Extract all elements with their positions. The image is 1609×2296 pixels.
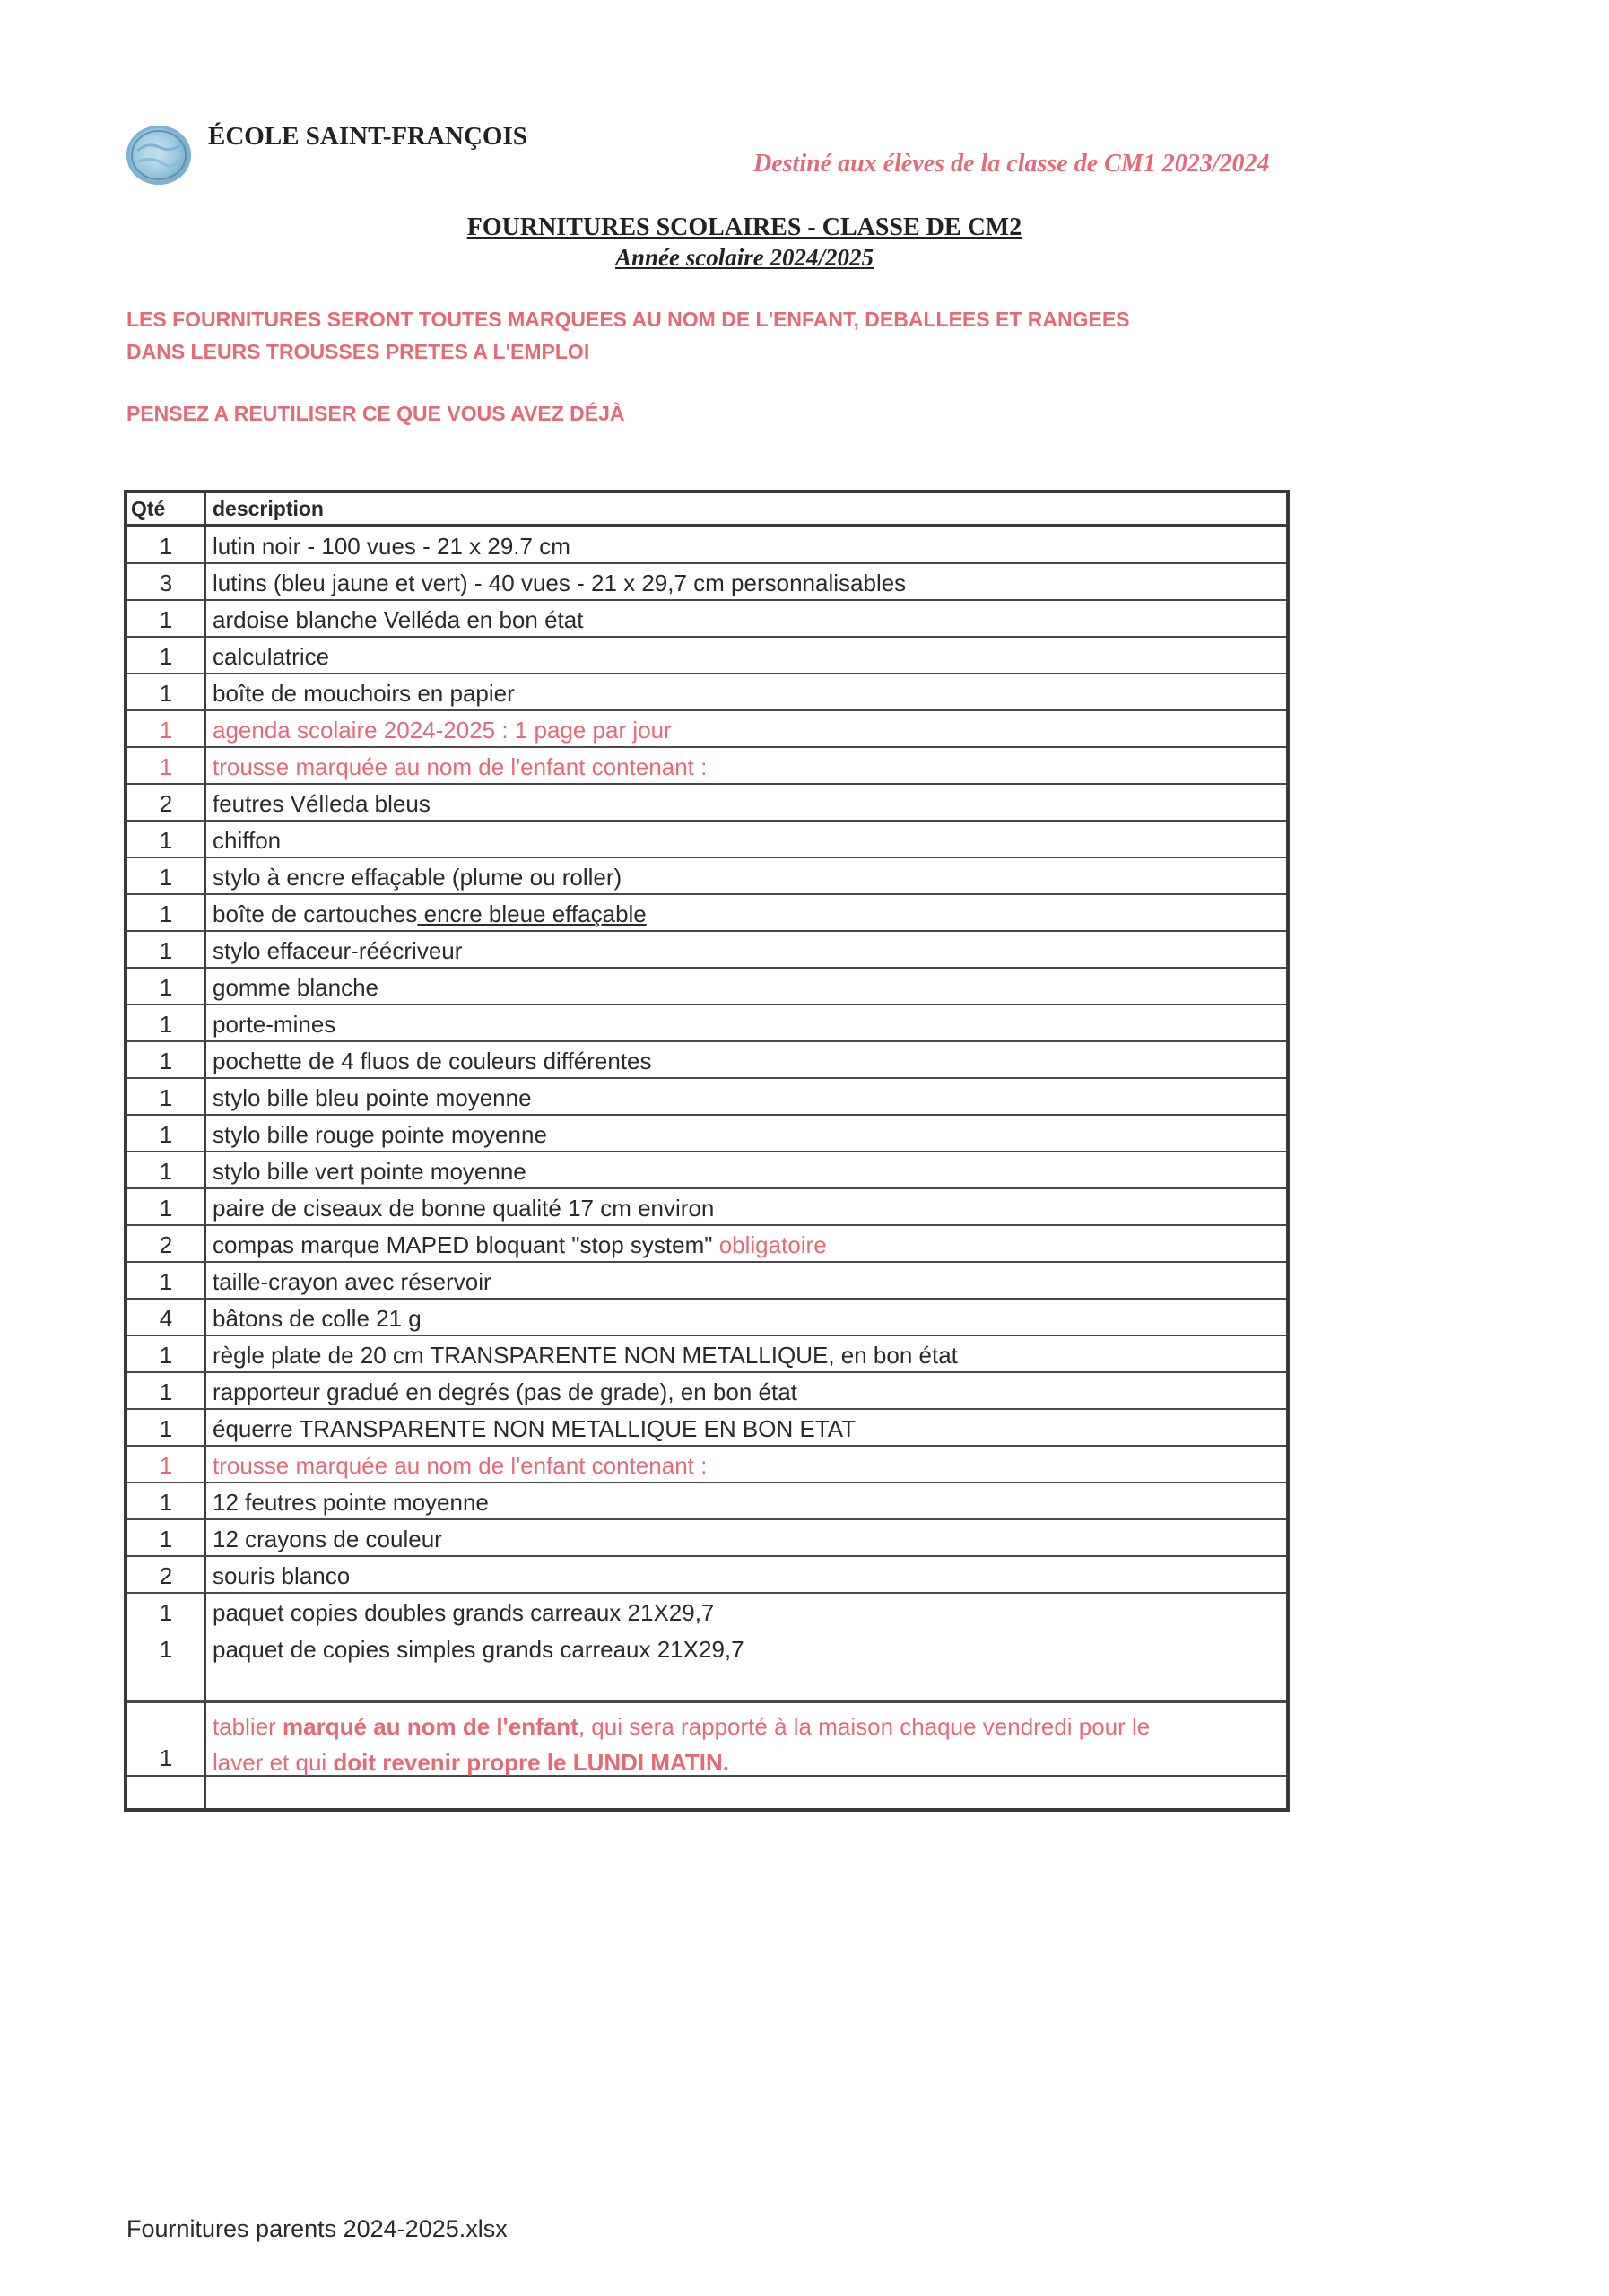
table-row <box>127 748 1286 785</box>
table-row <box>127 822 1286 858</box>
table-row <box>127 1263 1286 1300</box>
table-row <box>127 858 1286 895</box>
table-row <box>127 1520 1286 1557</box>
description-cell <box>213 606 1277 634</box>
school-logo <box>126 126 191 185</box>
qty-cell: 1 <box>159 1744 173 1771</box>
qty-cell: 1 <box>159 1084 173 1111</box>
description-text: trousse marquée au nom de l'enfant contenant : <box>213 1452 708 1479</box>
description-text: paire de ciseaux de bonne qualité 17 cm environ <box>213 1195 715 1222</box>
table-row <box>127 1079 1286 1116</box>
table-row <box>127 527 1286 564</box>
table-row <box>127 1300 1286 1336</box>
table-row <box>127 1189 1286 1226</box>
description-cell <box>213 827 1277 855</box>
qty-cell: 1 <box>159 680 173 707</box>
tablier-text-2: marqué au nom de l'enfant <box>283 1713 578 1740</box>
qty-cell: 1 <box>159 1342 173 1369</box>
table-row <box>127 674 1286 711</box>
description-cell <box>213 1489 1277 1517</box>
description-text: pochette de 4 fluos de couleurs différentes <box>213 1048 652 1074</box>
description-cell <box>213 1195 1277 1222</box>
description-text: boîte de mouchoirs en papier <box>213 680 515 707</box>
table-row <box>127 1226 1286 1263</box>
description-text: stylo effaceur-réécriveur <box>213 937 463 964</box>
header-qty: Qté <box>131 497 166 520</box>
notice-reuse: PENSEZ A REUTILISER CE QUE VOUS AVEZ DÉJÀ <box>126 402 625 425</box>
table-row <box>127 711 1286 748</box>
header-description: description <box>213 497 324 520</box>
description-emphasis: encre bleue effaçable <box>417 900 647 927</box>
description-text: compas marque MAPED bloquant "stop system" <box>213 1231 719 1258</box>
description-cell <box>213 1305 1277 1333</box>
tablier-text-1: tablier <box>213 1713 283 1740</box>
description-text: porte-mines <box>213 1011 336 1038</box>
description-text: bâtons de colle 21 g <box>213 1305 422 1332</box>
globe-logo-icon <box>126 126 191 185</box>
description-text: feutres Vélleda bleus <box>213 790 431 817</box>
table-row <box>127 1483 1286 1520</box>
qty-cell: 1 <box>159 1195 173 1222</box>
description-cell <box>213 1599 1277 1627</box>
description-cell <box>213 1452 1277 1480</box>
qty-cell: 1 <box>159 937 173 964</box>
tablier-description <box>213 1709 1277 1780</box>
notice-line-1: LES FOURNITURES SERONT TOUTES MARQUEES AU NOM DE L'ENFANT, DEBALLEES ET RANGEES <box>126 308 1130 331</box>
description-cell <box>213 1415 1277 1443</box>
description-cell <box>213 1562 1277 1590</box>
description-cell <box>213 1121 1277 1149</box>
description-text: stylo bille vert pointe moyenne <box>213 1158 526 1185</box>
qty-cell: 1 <box>159 1121 173 1148</box>
qty-cell: 1 <box>159 1378 173 1405</box>
description-text: 12 feutres pointe moyenne <box>213 1489 489 1516</box>
qty-cell: 1 <box>159 900 173 927</box>
description-cell <box>213 1378 1277 1406</box>
description-text: boîte de cartouches <box>213 900 418 927</box>
description-text: paquet copies doubles grands carreaux 21X29,7 <box>213 1599 715 1626</box>
description-cell <box>213 643 1277 671</box>
description-cell <box>213 570 1277 597</box>
qty-cell: 1 <box>159 1158 173 1185</box>
qty-cell: 1 <box>159 1526 173 1552</box>
table-row <box>127 1447 1286 1483</box>
table-row-tablier <box>127 1701 1286 1777</box>
description-text: ardoise blanche Velléda en bon état <box>213 606 584 633</box>
destined-for-note: Destiné aux élèves de la classe de CM1 2023/2024 <box>753 150 1270 178</box>
table-row <box>127 564 1286 601</box>
description-cell <box>213 717 1277 744</box>
table-row <box>127 932 1286 969</box>
qty-cell: 1 <box>159 533 173 560</box>
qty-cell: 2 <box>159 1231 173 1258</box>
description-text: paquet de copies simples grands carreaux 21X29,7 <box>213 1636 744 1663</box>
document-title: FOURNITURES SCOLAIRES - CLASSE DE CM2 <box>466 213 1022 241</box>
qty-cell: 1 <box>159 1636 173 1663</box>
description-text: gomme blanche <box>213 974 378 1001</box>
tablier-text-4: laver et qui <box>213 1749 334 1776</box>
qty-cell: 1 <box>159 1048 173 1074</box>
qty-cell: 1 <box>159 643 173 670</box>
description-cell <box>213 1526 1277 1553</box>
description-text: stylo bille bleu pointe moyenne <box>213 1084 532 1111</box>
table-row <box>127 1116 1286 1152</box>
table-row <box>127 1005 1286 1042</box>
mandatory-note: obligatoire <box>718 1231 827 1258</box>
description-cell <box>213 1231 1277 1259</box>
description-text: rapporteur gradué en degrés (pas de grade), en bon état <box>213 1378 797 1405</box>
table-row <box>127 1373 1286 1410</box>
supplies-table <box>124 490 1290 1812</box>
qty-cell: 4 <box>159 1305 173 1332</box>
footer-filename: Fournitures parents 2024-2025.xlsx <box>126 2215 508 2242</box>
table-row <box>127 1042 1286 1079</box>
description-cell <box>213 1342 1277 1370</box>
table-row <box>127 601 1286 638</box>
qty-cell: 1 <box>159 753 173 780</box>
table-row <box>127 1557 1286 1594</box>
qty-cell: 1 <box>159 606 173 633</box>
qty-cell: 3 <box>159 570 173 596</box>
qty-cell: 1 <box>159 1452 173 1479</box>
qty-cell: 1 <box>159 864 173 891</box>
table-row <box>127 785 1286 822</box>
description-text: taille-crayon avec réservoir <box>213 1268 491 1295</box>
description-text: lutin noir - 100 vues - 21 x 29.7 cm <box>213 533 570 560</box>
description-cell <box>213 1636 1277 1664</box>
description-cell <box>213 680 1277 708</box>
description-text: souris blanco <box>213 1562 351 1589</box>
qty-cell: 1 <box>159 827 173 854</box>
description-cell <box>213 1011 1277 1039</box>
school-name: ÉCOLE SAINT-FRANÇOIS <box>208 122 527 151</box>
description-text: agenda scolaire 2024-2025 : 1 page par jour <box>213 717 672 744</box>
description-text: stylo à encre effaçable (plume ou roller) <box>213 864 622 891</box>
description-cell <box>213 974 1277 1002</box>
qty-cell: 1 <box>159 1415 173 1442</box>
description-text: chiffon <box>213 827 282 854</box>
description-text: équerre TRANSPARENTE NON METALLIQUE EN BON ETAT <box>213 1415 857 1442</box>
table-row <box>127 969 1286 1005</box>
description-cell <box>213 1158 1277 1186</box>
table-row <box>127 1336 1286 1373</box>
table-row <box>127 1631 1286 1701</box>
description-text: lutins (bleu jaune et vert) - 40 vues - 21 x 29,7 cm personnalisables <box>213 570 907 596</box>
description-cell <box>213 1084 1277 1112</box>
description-text: règle plate de 20 cm TRANSPARENTE NON METALLIQUE, en bon état <box>213 1342 958 1369</box>
qty-cell: 2 <box>159 1562 173 1589</box>
table-header-row <box>127 493 1286 527</box>
tablier-text-5: doit revenir propre le LUNDI MATIN. <box>333 1749 729 1776</box>
school-year-subtitle: Année scolaire 2024/2025 <box>615 244 874 271</box>
notice-line-2: DANS LEURS TROUSSES PRETES A L'EMPLOI <box>126 340 590 363</box>
description-cell <box>213 753 1277 781</box>
qty-cell: 1 <box>159 717 173 744</box>
description-cell <box>213 937 1277 965</box>
qty-cell: 1 <box>159 1268 173 1295</box>
description-cell <box>213 900 1277 928</box>
description-cell <box>213 533 1277 561</box>
tablier-text-3: , qui sera rapporté à la maison chaque vendredi pour le <box>578 1713 1151 1740</box>
table-row <box>127 1410 1286 1447</box>
description-text: stylo bille rouge pointe moyenne <box>213 1121 547 1148</box>
description-cell <box>213 864 1277 891</box>
table-row <box>127 638 1286 674</box>
table-row <box>127 895 1286 932</box>
table-row <box>127 1152 1286 1189</box>
description-text: calculatrice <box>213 643 330 670</box>
qty-cell: 1 <box>159 1599 173 1626</box>
description-text: 12 crayons de couleur <box>213 1526 442 1552</box>
qty-cell: 2 <box>159 790 173 817</box>
description-cell <box>213 1268 1277 1296</box>
qty-cell: 1 <box>159 1489 173 1516</box>
table-row <box>127 1594 1286 1631</box>
description-cell <box>213 790 1277 818</box>
description-text: trousse marquée au nom de l'enfant contenant : <box>213 753 708 780</box>
qty-cell: 1 <box>159 974 173 1001</box>
description-cell <box>213 1048 1277 1075</box>
qty-cell: 1 <box>159 1011 173 1038</box>
